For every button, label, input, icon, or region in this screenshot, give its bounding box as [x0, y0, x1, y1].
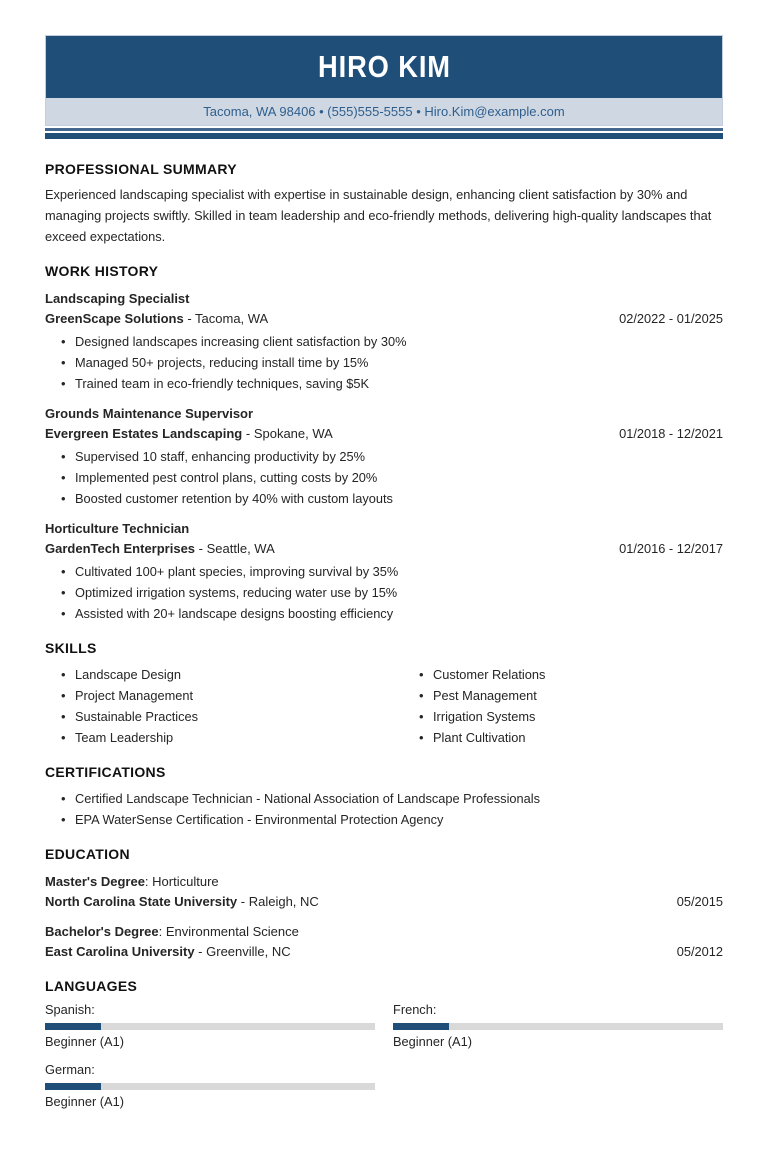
language-item [393, 1000, 723, 1052]
skills-grid [45, 662, 723, 748]
school-line [45, 892, 723, 912]
section-certifications [45, 764, 723, 830]
section-work-history [45, 263, 723, 624]
job-bullet-list [45, 446, 723, 509]
colon-separator: : [144, 874, 153, 889]
separator: - [195, 541, 207, 556]
school-name: North Carolina State University [45, 894, 238, 909]
section-languages [45, 978, 723, 1112]
job-company-line [45, 539, 275, 559]
language-label: German: [45, 1062, 95, 1077]
job-location: Spokane, WA [253, 426, 333, 441]
skills-right-column [403, 664, 723, 748]
degree-line [45, 922, 723, 942]
contact-line: Tacoma, WA 98406 • (555)555-5555 • Hiro.Kim@example.com [203, 104, 565, 119]
job-title: Landscaping Specialist [45, 291, 190, 306]
summary-text: Experienced landscaping specialist with expertise in sustainable design, enhancing client satisfaction by 30% and managing projects swiftly. Skilled in team leadership and eco-friendly methods, delivering high-quality landscapes that exceed expectations. [45, 187, 712, 244]
language-progress-track [45, 1083, 375, 1090]
header-divider-thin [45, 128, 723, 131]
certifications-list [45, 788, 723, 830]
skill-item: • Project Management [45, 685, 403, 706]
job-meta-row [45, 424, 723, 444]
language-label: French: [393, 1002, 437, 1017]
language-label: Spanish: [45, 1002, 95, 1017]
school-line [45, 942, 723, 962]
education-entry [45, 922, 723, 962]
language-item [45, 1000, 375, 1052]
skill-item: • Plant Cultivation [403, 727, 723, 748]
school-name: East Carolina University [45, 944, 195, 959]
job-bullet: • Optimized irrigation systems, reducing water use by 15% [45, 582, 723, 603]
skill-item: • Team Leadership [45, 727, 403, 748]
job-location: Seattle, WA [206, 541, 275, 556]
contact-band [46, 98, 722, 125]
skills-left-column [45, 664, 403, 748]
job-company: Evergreen Estates Landscaping [45, 426, 243, 441]
certification-item: • Certified Landscape Technician - National Association of Landscape Professionals [45, 788, 723, 809]
certification-item: • EPA WaterSense Certification - Environmental Protection Agency [45, 809, 723, 830]
header-divider-thick [45, 133, 723, 139]
education-entry [45, 872, 723, 912]
job-dates: 01/2018 - 12/2021 [619, 426, 723, 441]
language-item [45, 1060, 375, 1112]
degree-name: Bachelor's Degree [45, 924, 159, 939]
section-skills [45, 640, 723, 748]
language-progress-track [45, 1023, 375, 1030]
skills-section-title: SKILLS [45, 640, 97, 656]
education-section-title: EDUCATION [45, 846, 130, 862]
summary-section-title: PROFESSIONAL SUMMARY [45, 161, 237, 177]
job-location: Tacoma, WA [195, 311, 269, 326]
school-info [45, 892, 319, 912]
languages-section-title: LANGUAGES [45, 978, 138, 994]
separator: - [183, 311, 196, 326]
job-bullet: • Managed 50+ projects, reducing install time by 15% [45, 352, 723, 373]
resume-header [45, 35, 723, 126]
job-dates: 01/2016 - 12/2017 [619, 541, 723, 556]
skill-item: • Irrigation Systems [403, 706, 723, 727]
job-meta-row [45, 539, 723, 559]
school-location: Greenville, NC [206, 944, 291, 959]
languages-grid [45, 1000, 723, 1112]
separator: - [194, 944, 207, 959]
job-bullet-list [45, 331, 723, 394]
job-bullet: • Supervised 10 staff, enhancing productivity by 25% [45, 446, 723, 467]
skill-item: • Customer Relations [403, 664, 723, 685]
language-level: Beginner (A1) [393, 1034, 472, 1049]
resume-name: HIRO KIM [317, 49, 451, 84]
separator: - [242, 426, 254, 441]
job-bullet: • Cultivated 100+ plant species, improving survival by 35% [45, 561, 723, 582]
separator: - [237, 894, 249, 909]
work-section-title: WORK HISTORY [45, 263, 159, 279]
section-summary [45, 161, 723, 247]
language-progress-track [393, 1023, 723, 1030]
language-progress-fill [45, 1083, 101, 1090]
job-entry [45, 404, 723, 509]
skill-item: • Landscape Design [45, 664, 403, 685]
name-band [46, 36, 722, 98]
job-company: GreenScape Solutions [45, 311, 184, 326]
job-bullet: • Designed landscapes increasing client satisfaction by 30% [45, 331, 723, 352]
certifications-section-title: CERTIFICATIONS [45, 764, 166, 780]
language-progress-fill [393, 1023, 449, 1030]
degree-name: Master's Degree [45, 874, 145, 889]
job-bullet: • Assisted with 20+ landscape designs boosting efficiency [45, 603, 723, 624]
school-location: Raleigh, NC [248, 894, 319, 909]
language-progress-fill [45, 1023, 101, 1030]
degree-line [45, 872, 723, 892]
language-level: Beginner (A1) [45, 1034, 124, 1049]
job-bullet-list [45, 561, 723, 624]
section-education [45, 846, 723, 962]
job-dates: 02/2022 - 01/2025 [619, 311, 723, 326]
school-info [45, 942, 291, 962]
job-company: GardenTech Enterprises [45, 541, 196, 556]
job-company-line [45, 424, 333, 444]
job-title: Horticulture Technician [45, 521, 190, 536]
job-company-line [45, 309, 268, 329]
job-bullet: • Trained team in eco-friendly techniques, saving $5K [45, 373, 723, 394]
colon-separator: : [158, 924, 166, 939]
job-entry [45, 289, 723, 394]
language-level: Beginner (A1) [45, 1094, 124, 1109]
skill-item: • Sustainable Practices [45, 706, 403, 727]
job-title: Grounds Maintenance Supervisor [45, 406, 254, 421]
skill-item: • Pest Management [403, 685, 723, 706]
job-bullet: • Boosted customer retention by 40% with custom layouts [45, 488, 723, 509]
job-meta-row [45, 309, 723, 329]
degree-field: Environmental Science [165, 924, 299, 939]
job-bullet: • Implemented pest control plans, cutting costs by 20% [45, 467, 723, 488]
education-date: 05/2015 [676, 894, 723, 909]
degree-field: Horticulture [152, 874, 219, 889]
job-entry [45, 519, 723, 624]
education-date: 05/2012 [676, 944, 723, 959]
